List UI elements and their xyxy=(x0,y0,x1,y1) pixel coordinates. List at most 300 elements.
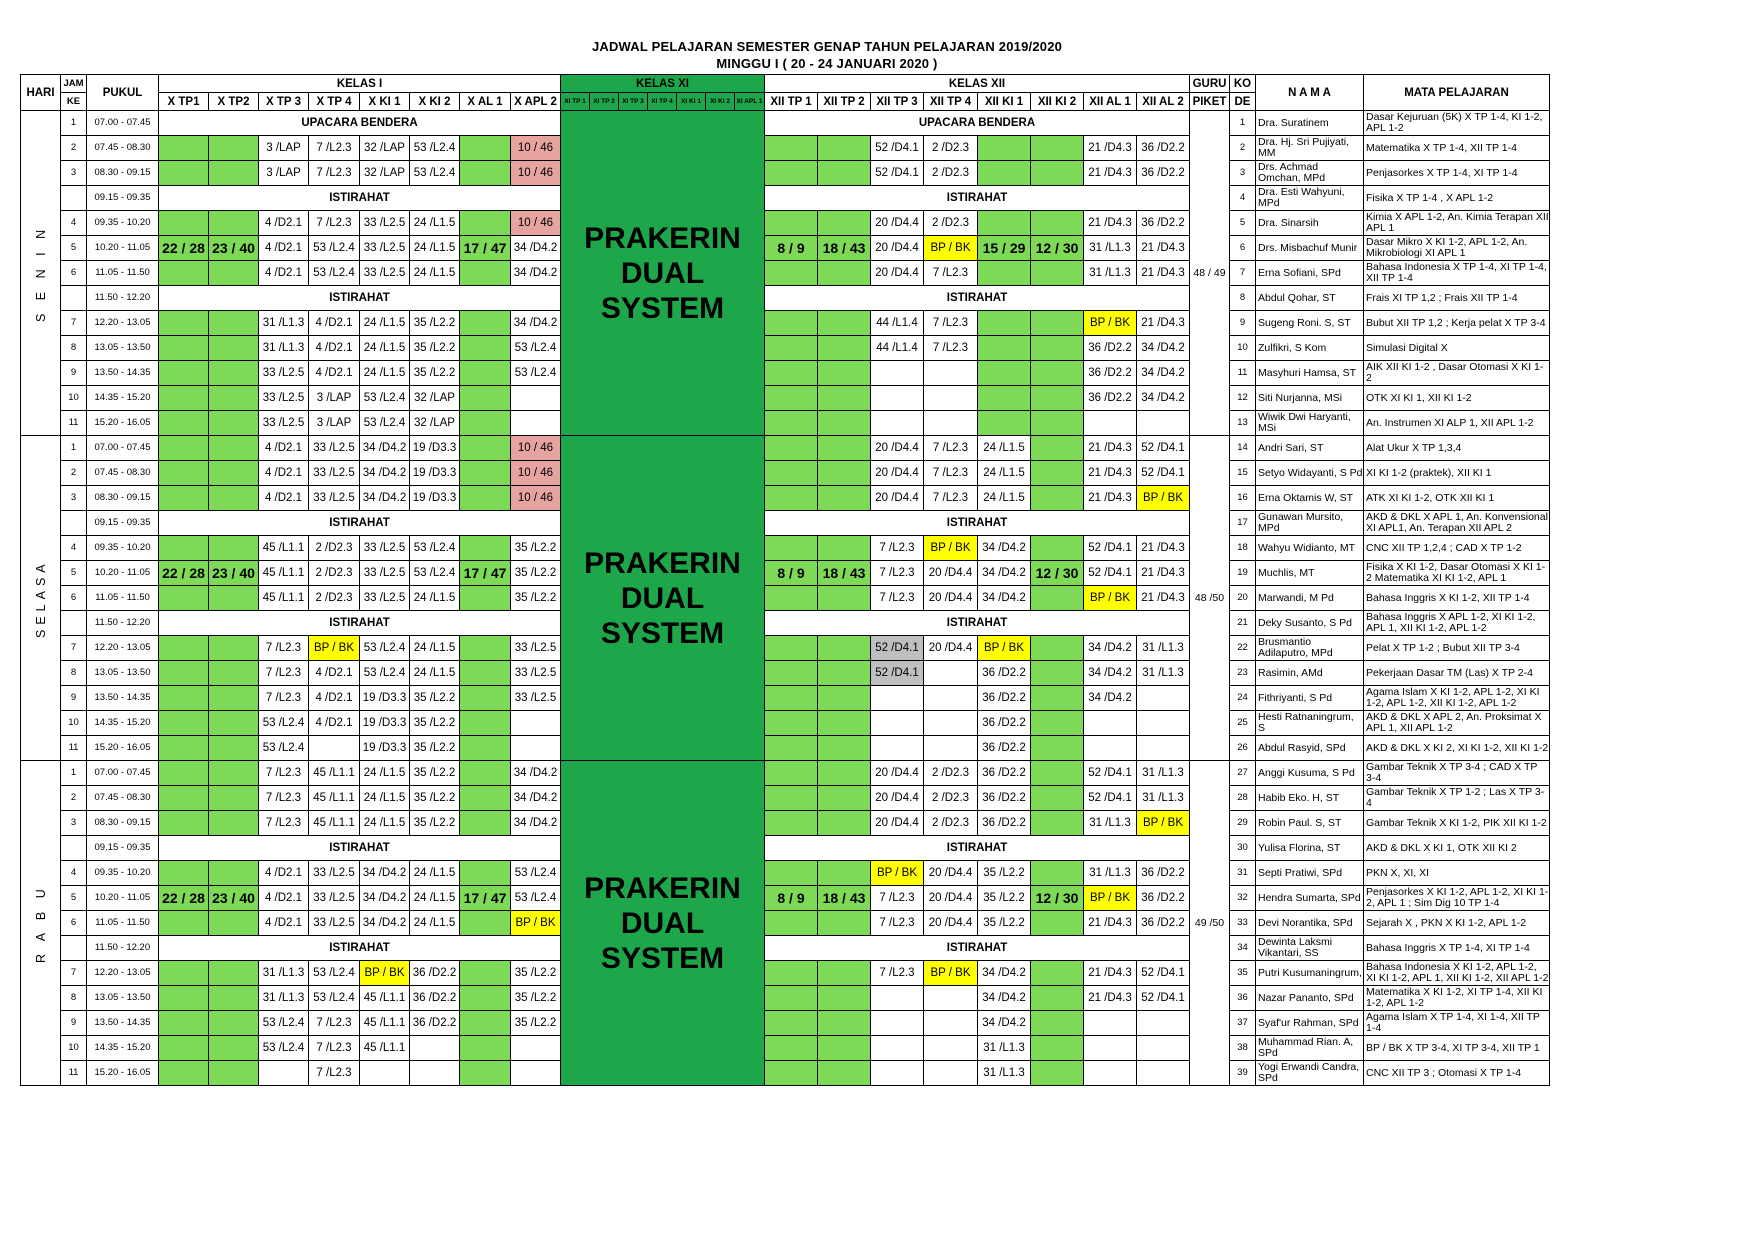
teacher-subject: Gambar Teknik X KI 1-2, PIK XII KI 1-2 xyxy=(1364,811,1550,836)
green-cell xyxy=(209,1061,259,1086)
lesson-cell: 32 /LAP xyxy=(360,136,410,161)
time-cell: 14.35 - 15.20 xyxy=(87,1036,159,1061)
green-cell xyxy=(978,361,1031,386)
lesson-cell: 34 /D4.2 xyxy=(511,261,561,286)
green-cell xyxy=(765,636,818,661)
teacher-name: Setyo Widayanti, S Pd xyxy=(1256,461,1364,486)
green-cell xyxy=(460,636,511,661)
lesson-cell: 2 /D2.3 xyxy=(924,761,978,786)
lesson-cell: 36 /D2.2 xyxy=(978,786,1031,811)
time-cell: 07.00 - 07.45 xyxy=(87,436,159,461)
green-cell xyxy=(159,161,209,186)
time-cell: 14.35 - 15.20 xyxy=(87,386,159,411)
jam-cell: 9 xyxy=(61,686,87,711)
lesson-cell: 53 /L2.4 xyxy=(511,361,561,386)
teacher-name: Drs. Misbachuf Munir xyxy=(1256,236,1364,261)
green-cell xyxy=(209,1036,259,1061)
green-cell xyxy=(460,436,511,461)
lesson-cell: 35 /L2.2 xyxy=(410,361,460,386)
teacher-code: 32 xyxy=(1230,886,1256,911)
lesson-cell: 36 /D2.2 xyxy=(1137,136,1190,161)
lesson-cell: 4 /D2.1 xyxy=(309,336,360,361)
green-cell xyxy=(209,311,259,336)
lesson-cell: 4 /D2.1 xyxy=(259,886,309,911)
green-cell xyxy=(159,636,209,661)
lesson-cell: 20 /D4.4 xyxy=(924,636,978,661)
green-cell xyxy=(765,261,818,286)
block-xtp1: 22 / 28 xyxy=(159,886,209,911)
lesson-cell: 34 /D4.2 xyxy=(511,236,561,261)
lesson-cell: 24 /L1.5 xyxy=(410,211,460,236)
time-cell: 13.05 - 13.50 xyxy=(87,661,159,686)
time-cell: 11.50 - 12.20 xyxy=(87,611,159,636)
green-cell xyxy=(159,136,209,161)
lesson-cell: 4 /D2.1 xyxy=(259,211,309,236)
green-cell xyxy=(159,586,209,611)
schedule-row xyxy=(21,786,1550,811)
lesson-cell: 53 /L2.4 xyxy=(511,336,561,361)
lesson-cell: 24 /L1.5 xyxy=(410,886,460,911)
time-cell: 11.05 - 11.50 xyxy=(87,261,159,286)
schedule-row xyxy=(21,911,1550,936)
lesson-cell: 21 /D4.3 xyxy=(1084,211,1137,236)
lesson-cell: 52 /D4.1 xyxy=(1137,986,1190,1011)
green-cell xyxy=(209,436,259,461)
teacher-name: Rasimin, AMd xyxy=(1256,661,1364,686)
lesson-cell: 33 /L2.5 xyxy=(309,461,360,486)
green-cell xyxy=(209,1011,259,1036)
lesson-cell: 21 /D4.3 xyxy=(1137,561,1190,586)
lesson-cell: BP / BK xyxy=(1084,586,1137,611)
teacher-subject: XI KI 1-2 (praktek), XII KI 1 xyxy=(1364,461,1550,486)
lesson-cell: 7 /L2.3 xyxy=(259,661,309,686)
green-cell xyxy=(765,536,818,561)
green-cell xyxy=(765,411,818,436)
lesson-cell xyxy=(511,711,561,736)
lesson-cell: 45 /L1.1 xyxy=(309,786,360,811)
col-xiitp4: XII TP 4 xyxy=(924,93,978,111)
day-label: S E N I N xyxy=(21,111,61,436)
lesson-cell xyxy=(511,736,561,761)
lesson-cell: 34 /D4.2 xyxy=(1084,636,1137,661)
lesson-cell: 20 /D4.4 xyxy=(924,911,978,936)
schedule-row xyxy=(21,761,1550,786)
teacher-name: Yogi Erwandi Candra, SPd xyxy=(1256,1061,1364,1086)
break-label: ISTIRAHAT xyxy=(159,611,561,636)
jam-cell xyxy=(61,286,87,311)
lesson-cell: 33 /L2.5 xyxy=(309,886,360,911)
jam-cell: 7 xyxy=(61,311,87,336)
green-cell xyxy=(765,686,818,711)
lesson-cell: 53 /L2.4 xyxy=(259,736,309,761)
teacher-code: 22 xyxy=(1230,636,1256,661)
lesson-cell: 45 /L1.1 xyxy=(360,1036,410,1061)
lesson-cell: 33 /L2.5 xyxy=(360,261,410,286)
green-cell xyxy=(818,786,871,811)
jam-cell: 3 xyxy=(61,161,87,186)
teacher-subject: Sejarah X , PKN X KI 1-2, APL 1-2 xyxy=(1364,911,1550,936)
jam-cell: 1 xyxy=(61,436,87,461)
col-xtp2: X TP2 xyxy=(209,93,259,111)
teacher-code: 39 xyxy=(1230,1061,1256,1086)
lesson-cell: 7 /L2.3 xyxy=(871,536,924,561)
lesson-cell: 35 /L2.2 xyxy=(410,811,460,836)
lesson-cell: 33 /L2.5 xyxy=(360,536,410,561)
schedule-row xyxy=(21,336,1550,361)
time-cell: 07.45 - 08.30 xyxy=(87,136,159,161)
teacher-name: Septi Pratiwi, SPd xyxy=(1256,861,1364,886)
teacher-subject: Fisika X TP 1-4 , X APL 1-2 xyxy=(1364,186,1550,211)
lesson-cell: 7 /L2.3 xyxy=(309,161,360,186)
jam-cell: 2 xyxy=(61,461,87,486)
green-cell xyxy=(460,361,511,386)
lesson-cell: 21 /D4.3 xyxy=(1084,961,1137,986)
lesson-cell: 36 /D2.2 xyxy=(410,961,460,986)
lesson-cell: 53 /L2.4 xyxy=(360,411,410,436)
lesson-cell: 3 /LAP xyxy=(259,161,309,186)
lesson-cell xyxy=(1137,686,1190,711)
green-cell xyxy=(209,336,259,361)
lesson-cell: BP / BK xyxy=(978,636,1031,661)
lesson-cell: 36 /D2.2 xyxy=(978,661,1031,686)
lesson-cell: 7 /L2.3 xyxy=(309,1036,360,1061)
lesson-cell: 36 /D2.2 xyxy=(1137,161,1190,186)
teacher-subject: Dasar Kejuruan (5K) X TP 1-4, KI 1-2, APL 1-2 xyxy=(1364,111,1550,136)
lesson-cell xyxy=(309,736,360,761)
green-cell xyxy=(1031,586,1084,611)
green-cell xyxy=(818,361,871,386)
time-cell: 07.45 - 08.30 xyxy=(87,786,159,811)
green-cell xyxy=(765,761,818,786)
teacher-name: Muhammad Rian. A, SPd xyxy=(1256,1036,1364,1061)
jam-cell xyxy=(61,611,87,636)
schedule-row xyxy=(21,211,1550,236)
lesson-cell: 2 /D2.3 xyxy=(309,586,360,611)
lesson-cell: 33 /L2.5 xyxy=(309,486,360,511)
teacher-subject: Bubut XII TP 1,2 ; Kerja pelat X TP 3-4 xyxy=(1364,311,1550,336)
time-cell: 09.15 - 09.35 xyxy=(87,836,159,861)
green-cell xyxy=(159,711,209,736)
green-cell xyxy=(765,461,818,486)
lesson-cell: 21 /D4.3 xyxy=(1084,136,1137,161)
schedule-row xyxy=(21,961,1550,986)
schedule-row xyxy=(21,836,1550,861)
lesson-cell: 34 /D4.2 xyxy=(978,961,1031,986)
schedule-row xyxy=(21,361,1550,386)
lesson-cell: 36 /D2.2 xyxy=(1084,386,1137,411)
teacher-name: Fithriyanti, S Pd xyxy=(1256,686,1364,711)
lesson-cell: 20 /D4.4 xyxy=(924,561,978,586)
green-cell xyxy=(818,336,871,361)
col-pukul: PUKUL xyxy=(87,75,159,111)
lesson-cell: 52 /D4.1 xyxy=(1084,761,1137,786)
green-cell xyxy=(1031,261,1084,286)
green-cell xyxy=(159,261,209,286)
lesson-cell: 21 /D4.3 xyxy=(1084,986,1137,1011)
schedule-row xyxy=(21,311,1550,336)
green-cell xyxy=(1031,1011,1084,1036)
lesson-cell: 24 /L1.5 xyxy=(410,661,460,686)
lesson-cell: 52 /D4.1 xyxy=(871,636,924,661)
green-cell xyxy=(978,411,1031,436)
lesson-cell: 24 /L1.5 xyxy=(410,911,460,936)
green-cell xyxy=(765,1011,818,1036)
green-cell xyxy=(209,686,259,711)
green-cell xyxy=(209,811,259,836)
jam-cell: 11 xyxy=(61,411,87,436)
break-label: ISTIRAHAT xyxy=(765,511,1190,536)
lesson-cell: 31 /L1.3 xyxy=(978,1036,1031,1061)
green-cell xyxy=(1031,536,1084,561)
teacher-subject: Pelat X TP 1-2 ; Bubut XII TP 3-4 xyxy=(1364,636,1550,661)
lesson-cell: 35 /L2.2 xyxy=(511,561,561,586)
schedule-row xyxy=(21,986,1550,1011)
lesson-cell: 35 /L2.2 xyxy=(511,986,561,1011)
green-cell xyxy=(159,361,209,386)
lesson-cell xyxy=(1084,1061,1137,1086)
lesson-cell xyxy=(924,1011,978,1036)
green-cell xyxy=(159,761,209,786)
time-cell: 12.20 - 13.05 xyxy=(87,636,159,661)
lesson-cell: 45 /L1.1 xyxy=(360,986,410,1011)
lesson-cell: 4 /D2.1 xyxy=(259,486,309,511)
lesson-cell xyxy=(1137,411,1190,436)
lesson-cell: 36 /D2.2 xyxy=(1137,911,1190,936)
teacher-name: Wahyu Widianto, MT xyxy=(1256,536,1364,561)
lesson-cell: 53 /L2.4 xyxy=(410,536,460,561)
lesson-cell xyxy=(1137,1061,1190,1086)
green-cell xyxy=(209,161,259,186)
teacher-code: 21 xyxy=(1230,611,1256,636)
green-cell xyxy=(159,1011,209,1036)
lesson-cell: 36 /D2.2 xyxy=(978,686,1031,711)
col-hari: HARI xyxy=(21,75,61,111)
lesson-cell: 7 /L2.3 xyxy=(309,1011,360,1036)
green-cell xyxy=(460,336,511,361)
lesson-cell: 53 /L2.4 xyxy=(511,886,561,911)
teacher-code: 6 xyxy=(1230,236,1256,261)
green-cell xyxy=(460,536,511,561)
jam-cell: 8 xyxy=(61,336,87,361)
green-cell xyxy=(1031,711,1084,736)
lesson-cell: 34 /D4.2 xyxy=(978,561,1031,586)
lesson-cell: 34 /D4.2 xyxy=(511,311,561,336)
green-cell xyxy=(1031,161,1084,186)
block-xiiki1: 15 / 29 xyxy=(978,236,1031,261)
green-cell xyxy=(818,961,871,986)
lesson-cell: 3 /LAP xyxy=(259,136,309,161)
teacher-code: 12 xyxy=(1230,386,1256,411)
green-cell xyxy=(209,736,259,761)
lesson-cell xyxy=(1137,1011,1190,1036)
block-xtp1: 22 / 28 xyxy=(159,236,209,261)
lesson-cell: 45 /L1.1 xyxy=(360,1011,410,1036)
green-cell xyxy=(818,161,871,186)
lesson-cell: 31 /L1.3 xyxy=(1084,236,1137,261)
lesson-cell: BP / BK xyxy=(1084,886,1137,911)
lesson-cell xyxy=(1137,736,1190,761)
schedule-row xyxy=(21,386,1550,411)
green-cell xyxy=(978,161,1031,186)
lesson-cell xyxy=(924,361,978,386)
lesson-cell: 33 /L2.5 xyxy=(309,436,360,461)
lesson-cell xyxy=(871,1061,924,1086)
schedule-row xyxy=(21,811,1550,836)
lesson-cell: 31 /L1.3 xyxy=(259,986,309,1011)
teacher-code: 31 xyxy=(1230,861,1256,886)
teacher-code: 37 xyxy=(1230,1011,1256,1036)
lesson-cell: 20 /D4.4 xyxy=(871,236,924,261)
green-cell xyxy=(460,1036,511,1061)
teacher-code: 2 xyxy=(1230,136,1256,161)
schedule-row xyxy=(21,561,1550,586)
lesson-cell: 44 /L1.4 xyxy=(871,311,924,336)
col-xtp3: X TP 3 xyxy=(259,93,309,111)
lesson-cell: 35 /L2.2 xyxy=(410,736,460,761)
lesson-cell: 33 /L2.5 xyxy=(360,561,410,586)
col-kode: KO xyxy=(1230,75,1256,93)
lesson-cell: 34 /D4.2 xyxy=(1137,361,1190,386)
lesson-cell xyxy=(1084,1036,1137,1061)
lesson-cell xyxy=(871,1036,924,1061)
jam-cell: 10 xyxy=(61,386,87,411)
green-cell xyxy=(209,261,259,286)
block-xiiki2: 12 / 30 xyxy=(1031,886,1084,911)
lesson-cell: 10 / 46 xyxy=(511,461,561,486)
green-cell xyxy=(209,711,259,736)
green-cell xyxy=(765,336,818,361)
teacher-subject: OTK XI KI 1, XII KI 1-2 xyxy=(1364,386,1550,411)
lesson-cell: 19 /D3.3 xyxy=(410,486,460,511)
lesson-cell: 4 /D2.1 xyxy=(259,436,309,461)
lesson-cell xyxy=(924,711,978,736)
lesson-cell xyxy=(1137,711,1190,736)
green-cell xyxy=(209,386,259,411)
green-cell xyxy=(209,536,259,561)
jam-cell: 1 xyxy=(61,111,87,136)
lesson-cell: 21 /D4.3 xyxy=(1084,436,1137,461)
col-xtp4: X TP 4 xyxy=(309,93,360,111)
teacher-subject: Matematika X KI 1-2, XI TP 1-4, XII KI 1-2, APL 1-2 xyxy=(1364,986,1550,1011)
lesson-cell: 34 /D4.2 xyxy=(1084,661,1137,686)
break-label: ISTIRAHAT xyxy=(159,936,561,961)
teacher-subject: Gambar Teknik X TP 3-4 ; CAD X TP 3-4 xyxy=(1364,761,1550,786)
teacher-subject: Dasar Mikro X KI 1-2, APL 1-2, An. Mikrobiologi XI APL 1 xyxy=(1364,236,1550,261)
teacher-subject: ATK XI KI 1-2, OTK XII KI 1 xyxy=(1364,486,1550,511)
lesson-cell: 7 /L2.3 xyxy=(924,261,978,286)
lesson-cell: 53 /L2.4 xyxy=(410,136,460,161)
lesson-cell: 7 /L2.3 xyxy=(309,136,360,161)
col-guru-piket-2: PIKET xyxy=(1190,93,1230,111)
teacher-subject: Matematika X TP 1-4, XII TP 1-4 xyxy=(1364,136,1550,161)
teacher-code: 29 xyxy=(1230,811,1256,836)
schedule-row xyxy=(21,736,1550,761)
green-cell xyxy=(818,661,871,686)
lesson-cell: 31 /L1.3 xyxy=(259,336,309,361)
lesson-cell: 3 /LAP xyxy=(309,411,360,436)
schedule-row xyxy=(21,186,1550,211)
break-label: ISTIRAHAT xyxy=(765,611,1190,636)
col-xitp3: XI TP 3 xyxy=(619,93,648,111)
schedule-row xyxy=(21,161,1550,186)
jam-cell: 5 xyxy=(61,561,87,586)
lesson-cell: 52 /D4.1 xyxy=(1084,561,1137,586)
teacher-name: Abdul Rasyid, SPd xyxy=(1256,736,1364,761)
lesson-cell: 31 /L1.3 xyxy=(1137,636,1190,661)
lesson-cell: BP / BK xyxy=(360,961,410,986)
lesson-cell xyxy=(871,686,924,711)
green-cell xyxy=(818,761,871,786)
lesson-cell: 7 /L2.3 xyxy=(924,311,978,336)
green-cell xyxy=(460,961,511,986)
green-cell xyxy=(1031,661,1084,686)
green-cell xyxy=(209,486,259,511)
jam-cell: 7 xyxy=(61,961,87,986)
teacher-subject: Bahasa Indonesia X TP 1-4, XI TP 1-4, XII TP 1-4 xyxy=(1364,261,1550,286)
teacher-name: Gunawan Mursito, MPd xyxy=(1256,511,1364,536)
lesson-cell: 20 /D4.4 xyxy=(924,861,978,886)
green-cell xyxy=(765,911,818,936)
teacher-code: 36 xyxy=(1230,986,1256,1011)
lesson-cell: 20 /D4.4 xyxy=(924,586,978,611)
time-cell: 07.00 - 07.45 xyxy=(87,761,159,786)
time-cell: 12.20 - 13.05 xyxy=(87,961,159,986)
lesson-cell: 33 /L2.5 xyxy=(511,661,561,686)
green-cell xyxy=(978,336,1031,361)
green-cell xyxy=(1031,736,1084,761)
col-mapel: MATA PELAJARAN xyxy=(1364,75,1550,111)
lesson-cell: 35 /L2.2 xyxy=(978,886,1031,911)
lesson-cell: 24 /L1.5 xyxy=(978,436,1031,461)
teacher-code: 3 xyxy=(1230,161,1256,186)
green-cell xyxy=(159,411,209,436)
teacher-name: Dra. Suratinem xyxy=(1256,111,1364,136)
teacher-code: 24 xyxy=(1230,686,1256,711)
schedule-row xyxy=(21,886,1550,911)
teacher-subject: AKD & DKL X KI 2, XI KI 1-2, XII KI 1-2 xyxy=(1364,736,1550,761)
lesson-cell: 35 /L2.2 xyxy=(511,536,561,561)
lesson-cell: 52 /D4.1 xyxy=(871,161,924,186)
teacher-name: Abdul Qohar, ST xyxy=(1256,286,1364,311)
teacher-subject: Gambar Teknik X TP 1-2 ; Las X TP 3-4 xyxy=(1364,786,1550,811)
lesson-cell: 32 /LAP xyxy=(360,161,410,186)
green-cell xyxy=(209,586,259,611)
time-cell: 11.05 - 11.50 xyxy=(87,911,159,936)
green-cell xyxy=(1031,636,1084,661)
lesson-cell: 53 /L2.4 xyxy=(259,711,309,736)
lesson-cell: 34 /D4.2 xyxy=(978,1011,1031,1036)
lesson-cell: 7 /L2.3 xyxy=(924,436,978,461)
col-xiitp3: XII TP 3 xyxy=(871,93,924,111)
green-cell xyxy=(159,386,209,411)
lesson-cell xyxy=(871,736,924,761)
lesson-cell: 7 /L2.3 xyxy=(924,486,978,511)
teacher-subject: Agama Islam X TP 1-4, XI 1-4, XII TP 1-4 xyxy=(1364,1011,1550,1036)
time-cell: 09.15 - 09.35 xyxy=(87,186,159,211)
lesson-cell xyxy=(924,986,978,1011)
schedule-row xyxy=(21,861,1550,886)
green-cell xyxy=(765,1061,818,1086)
green-cell xyxy=(159,436,209,461)
lesson-cell: 33 /L2.5 xyxy=(259,386,309,411)
green-cell xyxy=(978,386,1031,411)
teacher-subject: Alat Ukur X TP 1,3,4 xyxy=(1364,436,1550,461)
lesson-cell: 53 /L2.4 xyxy=(360,636,410,661)
lesson-cell: 19 /D3.3 xyxy=(360,711,410,736)
lesson-cell: 31 /L1.3 xyxy=(1137,761,1190,786)
lesson-cell: 31 /L1.3 xyxy=(1084,811,1137,836)
lesson-cell: 45 /L1.1 xyxy=(309,811,360,836)
